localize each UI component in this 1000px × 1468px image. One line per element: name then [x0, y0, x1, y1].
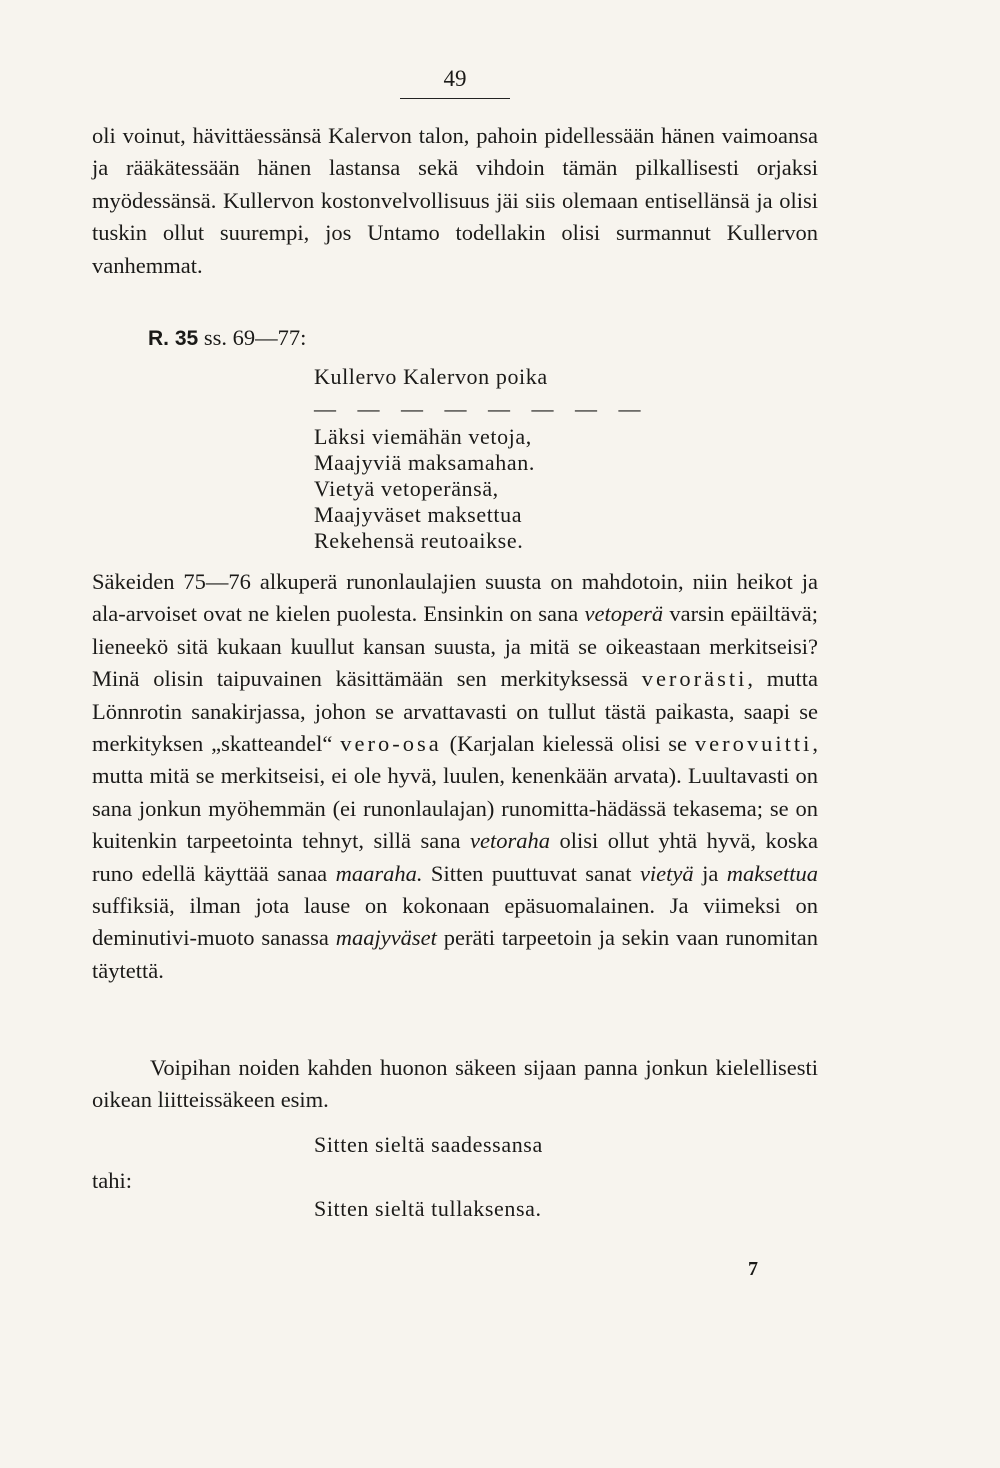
text-run: Säkeiden 75—76 alkuperä runonlaulajien suusta on mahdotoin, niin heikot ja ala-arvoiset ovat ne kielen puolesta. Ensinkin on sana — [92, 569, 818, 627]
poem-line: Vietyä vetoperänsä, — [314, 476, 499, 501]
poem-title: Kullervo Kalervon poika — [314, 364, 548, 389]
text-run: ja — [693, 860, 727, 886]
italic-term: vetoraha — [469, 828, 550, 854]
poem-omission-dashes: — — — — — — — — — [314, 396, 649, 421]
text-run: (Karjalan kielessä olisi se — [441, 731, 695, 757]
text-run: peräti tarpeetoin ja sekin vaan runomitan täytettä. — [92, 925, 818, 983]
poem-line: Rekehensä reutoaikse. — [314, 528, 524, 553]
text-run: varsin epäiltävä; lieneekö sitä kukaan kuullut kansan suusta, ja mitä se oikeastaan merkitseisi? Minä olisin taipuvainen käsittämään sen merkityksessä — [92, 601, 818, 692]
alternative-verse-2: Sitten sieltä tullaksensa. — [314, 1196, 542, 1221]
italic-term: maaraha. — [335, 860, 423, 886]
spaced-term: verovuitti — [694, 731, 813, 757]
spaced-term: vero-osa — [340, 731, 442, 757]
text-run: olisi ollut yhtä hyvä, koska runo edellä käyttää sanaa — [92, 828, 818, 886]
spaced-term: verorästi — [641, 666, 748, 692]
page-number: 49 — [443, 66, 467, 91]
poem-line: Läksi viemähän vetoja, — [314, 424, 532, 449]
paragraph-1: oli voinut, hävittäessänsä Kalervon talon, pahoin pidellessään hänen vaimoansa ja rääkätessään hänen lastansa sekä vihdoin tämän pilkallisesti orjaksi myödessänsä. Kullervon kostonvelvollisuus jäi siis olemaan entisellänsä ja olisi tuskin ollut suurempi, jos Untamo todellakin olisi surmannut Kullervon vanhemmat. — [92, 123, 818, 278]
reference-range: ss. 69—77: — [198, 325, 307, 350]
italic-term: vietyä — [639, 860, 694, 886]
reference-label: R. 35 — [148, 327, 199, 350]
text-run: suffiksiä, ilman jota lause on kokonaan epäsuomalainen. Ja viimeksi on deminutivi-muoto sanassa — [92, 893, 818, 951]
italic-term: maajyväset — [335, 925, 437, 951]
text-run: Sitten puuttuvat sanat — [422, 860, 640, 886]
poem-line: Maajyviä maksamahan. — [314, 450, 535, 475]
text-run: , mutta Lönnrotin sanakirjassa, johon se arvattavasti on tullut tästä paikasta, saapi se merkityksen „skatteandel“ — [92, 666, 818, 757]
paragraph-3: Voipihan noiden kahden huonon säkeen sijaan panna jonkun kielellisesti oikean liitteissäkeen esim. — [92, 1055, 818, 1113]
alternative-connector: tahi: — [92, 1168, 132, 1193]
text-run: , mutta mitä se merkitseisi, ei ole hyvä, luulen, kenenkään arvata). Luultavasti on sana jonkun myöhemmän (ei runonlaulajan) runomitta-hädässä tekasema; se on kuitenkin tarpeetointa tehnyt, sillä sana — [92, 731, 818, 854]
page-number-rule — [400, 98, 510, 99]
poem-verses — [314, 424, 535, 554]
paragraph-2 — [92, 566, 818, 987]
printer-signature-mark: 7 — [748, 1258, 758, 1280]
italic-term: vetoperä — [584, 601, 664, 627]
poem-line: Maajyväset maksettua — [314, 502, 523, 527]
italic-term: maksettua — [726, 860, 818, 886]
verse-reference — [148, 322, 306, 355]
alternative-verse-1: Sitten sieltä saadessansa — [314, 1132, 543, 1157]
